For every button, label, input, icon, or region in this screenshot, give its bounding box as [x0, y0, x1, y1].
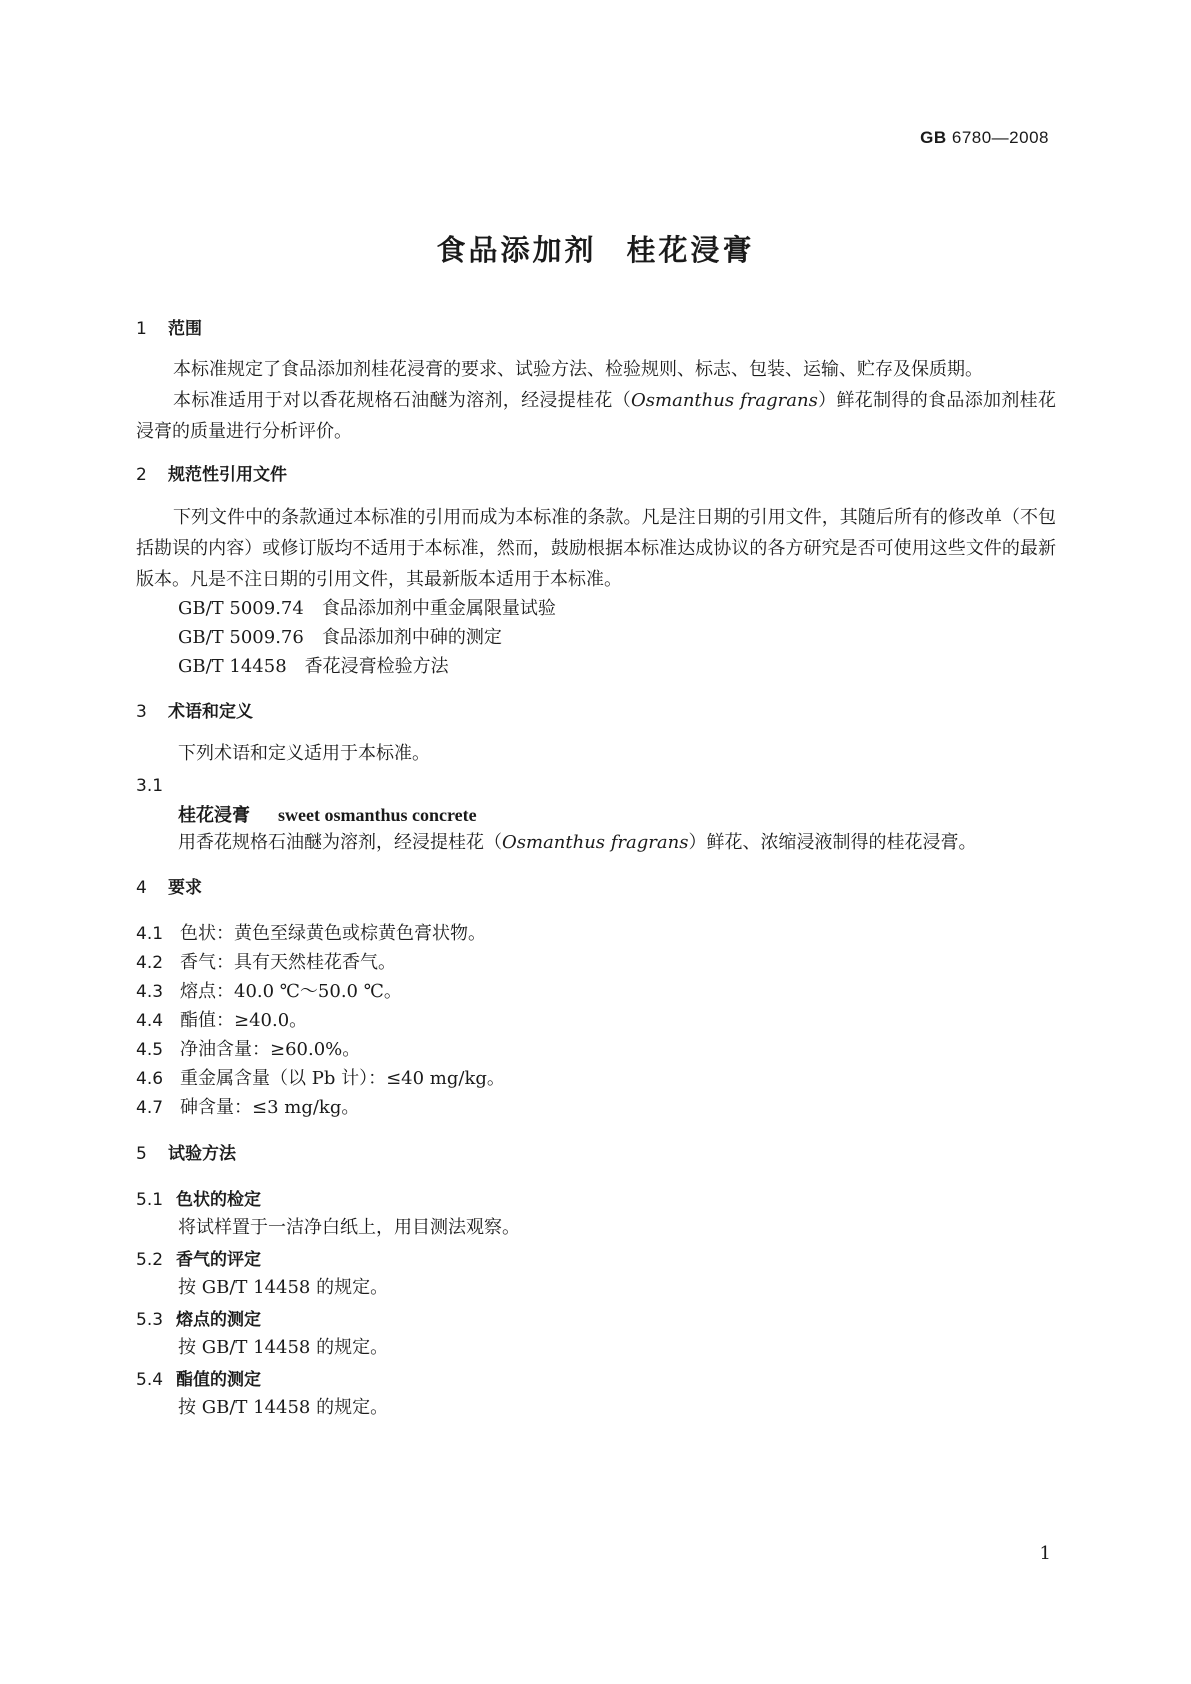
- requirement-item: 4.7 砷含量：≤3 mg/kg。: [136, 1097, 360, 1118]
- subsection-text: 将试样置于一洁净白纸上，用目测法观察。: [178, 1217, 520, 1238]
- subsection-text: 按 GB/T 14458 的规定。: [178, 1277, 389, 1298]
- section-2-heading: 2 规范性引用文件: [136, 465, 287, 485]
- standard-code-number: 6780—2008: [951, 128, 1049, 147]
- title-part-1: 食品添加剂: [436, 233, 597, 267]
- term-definition: 用香花规格石油醚为溶剂，经浸提桂花（Osmanthus fragrans）鲜花、浓缩浸液制得的桂花浸膏。: [178, 832, 977, 853]
- subsection-heading: 5.3 熔点的测定: [136, 1310, 261, 1330]
- section-5-heading: 5 试验方法: [136, 1144, 236, 1164]
- subsection-heading: 5.4 酯值的测定: [136, 1370, 261, 1390]
- standard-code-prefix: GB: [920, 128, 947, 147]
- document-title: [0, 228, 1191, 269]
- section-3-intro: 下列术语和定义适用于本标准。: [178, 743, 430, 764]
- requirement-item: 4.4 酯值：≥40.0。: [136, 1010, 308, 1031]
- reference-item: GB/T 5009.76 食品添加剂中砷的测定: [178, 627, 502, 648]
- subsection-3-1-number: 3.1: [136, 776, 164, 796]
- section-2-paragraph: 下列文件中的条款通过本标准的引用而成为本标准的条款。凡是注日期的引用文件，其随后所有的修改单（不包括勘误的内容）或修订版均不适用于本标准，然而，鼓励根据本标准达成协议的各方研究是否可使用这些文件的最新版本。凡是不注日期的引用文件，其最新版本适用于本标准。: [136, 507, 1056, 590]
- reference-item: GB/T 14458 香花浸膏检验方法: [178, 656, 449, 677]
- section-1-paragraph-2: 本标准适用于对以香花规格石油醚为溶剂，经浸提桂花（Osmanthus fragrans）鲜花制得的食品添加剂桂花浸膏的质量进行分析评价。: [136, 390, 1057, 442]
- page-number: 1: [1039, 1543, 1051, 1564]
- section-1-heading: 1 范围: [136, 319, 202, 339]
- requirement-item: 4.5 净油含量：≥60.0%。: [136, 1039, 361, 1060]
- requirement-item: 4.1 色状：黄色至绿黄色或棕黄色膏状物。: [136, 923, 486, 944]
- requirement-item: 4.6 重金属含量（以 Pb 计）：≤40 mg/kg。: [136, 1068, 505, 1089]
- requirement-item: 4.3 熔点：40.0 ℃～50.0 ℃。: [136, 981, 402, 1002]
- section-3-heading: 3 术语和定义: [136, 702, 253, 722]
- requirement-item: 4.2 香气：具有天然桂花香气。: [136, 952, 396, 973]
- reference-item: GB/T 5009.74 食品添加剂中重金属限量试验: [178, 598, 556, 619]
- subsection-heading: 5.2 香气的评定: [136, 1250, 261, 1270]
- subsection-text: 按 GB/T 14458 的规定。: [178, 1337, 389, 1358]
- subsection-heading: 5.1 色状的检定: [136, 1190, 261, 1210]
- subsection-text: 按 GB/T 14458 的规定。: [178, 1397, 389, 1418]
- section-4-heading: 4 要求: [136, 878, 202, 898]
- term-entry: 桂花浸膏 sweet osmanthus concrete: [178, 805, 477, 826]
- title-part-2: 桂花浸膏: [626, 233, 755, 267]
- section-1-paragraph-1: 本标准规定了食品添加剂桂花浸膏的要求、试验方法、检验规则、标志、包装、运输、贮存及保质期。: [173, 359, 983, 380]
- standard-code: [920, 128, 1049, 148]
